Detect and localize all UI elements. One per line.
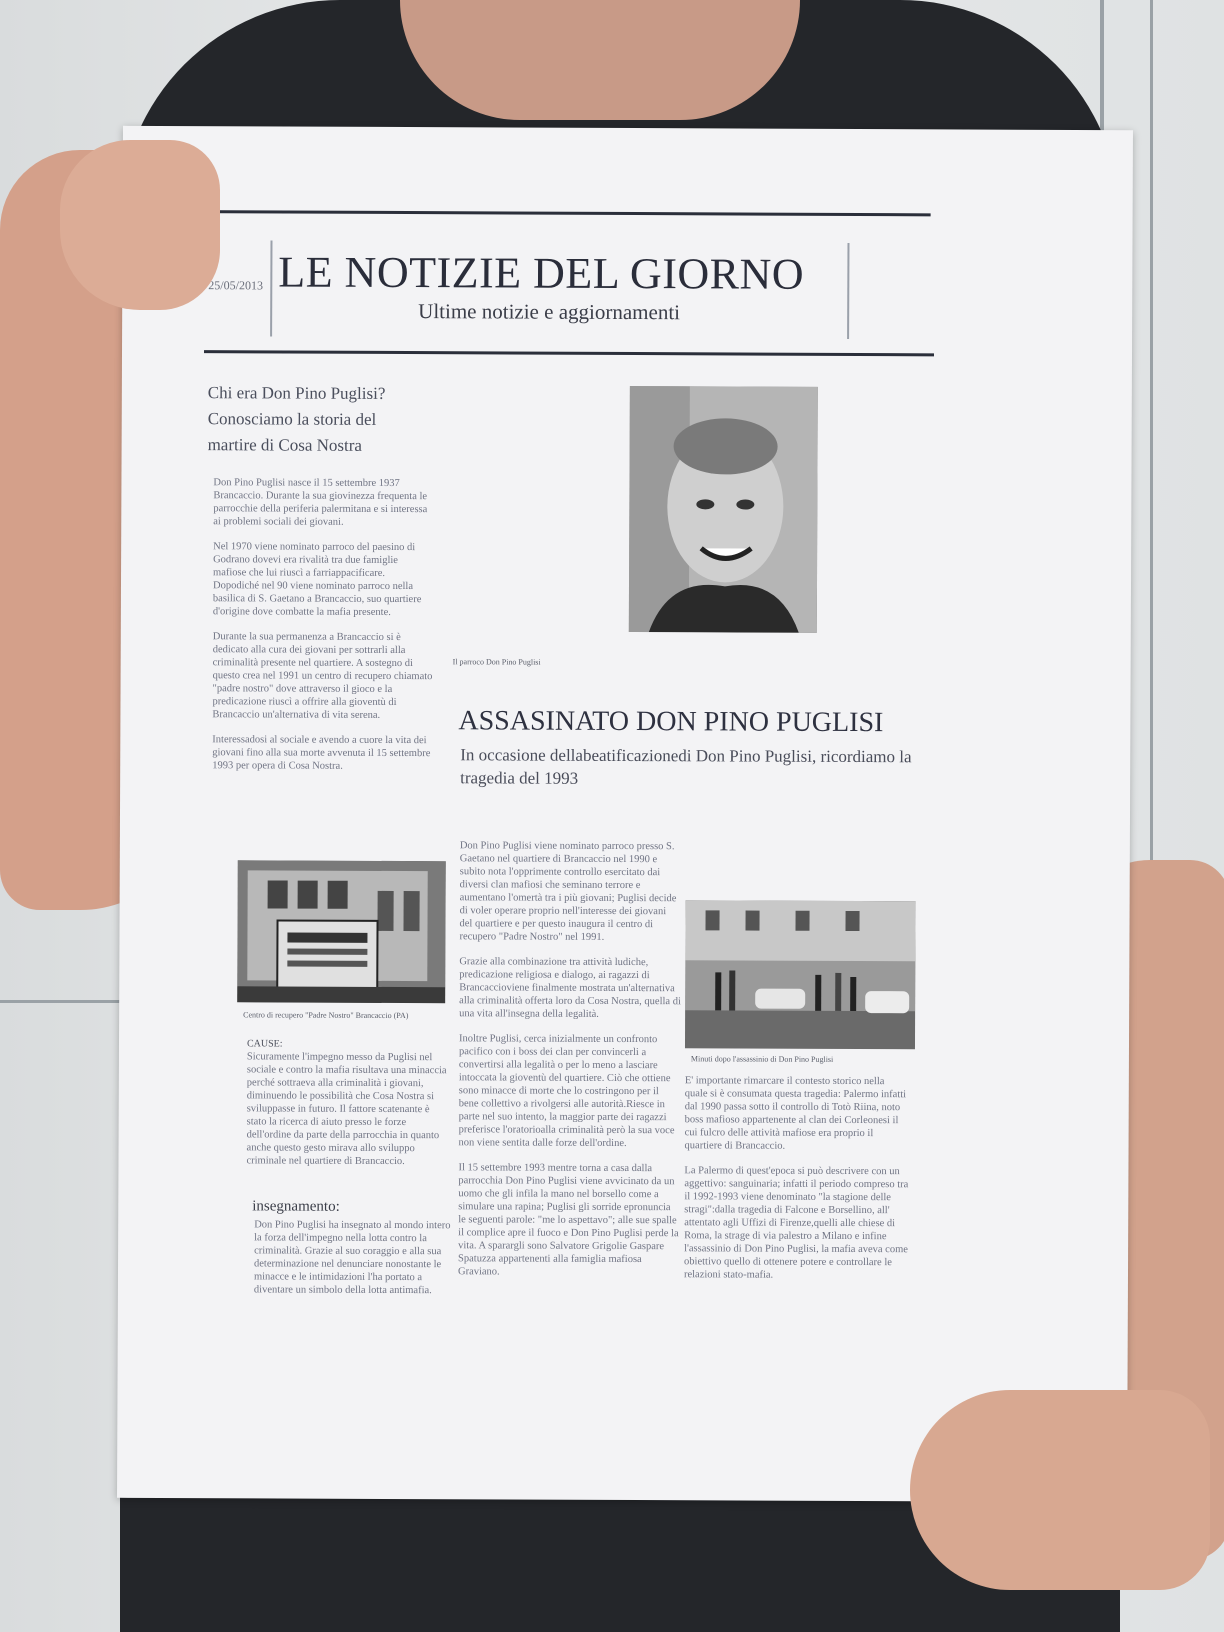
left-paragraph: Don Pino Puglisi nasce il 15 settembre 1937 Brancaccio. Durante la sua giovinezza frequenta le parrocchie della periferia palermitana e si interessa ai problemi sociali dei giovani. <box>213 477 428 528</box>
cause-label: CAUSE: <box>246 1038 283 1050</box>
left-hand <box>60 140 220 310</box>
left-paragraph: Interessadosi al sociale e avendo a cuore la vita dei giovani fino alla sua morte avvenuta il 15 settembre 1993 per opera di Cosa Nostra. <box>212 734 431 772</box>
masthead-right-divider <box>847 243 849 339</box>
building-photo-svg <box>237 860 446 1003</box>
top-rule <box>197 210 931 216</box>
teaching-label: insegnamento: <box>252 1198 340 1215</box>
padre-nostro-caption: Centro di recupero "Padre Nostro" Brancaccio (PA) <box>243 1010 409 1021</box>
padre-nostro-photo <box>237 860 446 1003</box>
left-headline: Chi era Don Pino Puglisi? Conosciamo la storia del martire di Cosa Nostra <box>207 383 386 455</box>
wall-panel-line <box>1150 0 1153 1000</box>
main-paragraph: Grazie alla combinazione tra attività ludiche, predicazione religiosa e dialogo, ai ragazzi di Brancaccioviene finalmente mostrata un'alternativa alla criminalità offerta loro da Cosa Nostra, quella di una vita all'insegna della legalità. <box>459 956 681 1020</box>
crime-scene-caption: Minuti dopo l'assassinio di Don Pino Puglisi <box>690 1054 834 1064</box>
issue-date: 25/05/2013 <box>208 278 264 293</box>
newspaper-page <box>117 126 1133 1502</box>
crime-scene-photo <box>685 900 916 1049</box>
main-paragraph: Inoltre Puglisi, cerca inizialmente un confronto pacifico con i boss dei clan per convincerli a convertirsi alla legalità o per lo meno a lasciare intoccata la gioventù del quartiere. Ciò che ottiene sono minacce di morte che lo costringono per il bene collettivo a rivolgersi alle autorità.Riesce in parte nel suo intento, la maggior parte dei ragazzi preferisce l'oratorioalla criminalità però la sua voce non viene sentita dalle forze dell'ordine. <box>458 1033 675 1150</box>
main-story-body <box>458 839 682 1291</box>
left-paragraph: Durante la sua permanenza a Brancaccio si è dedicato alla cura dei giovani per sottrarli alla criminalità presente nel quartiere. A sostegno di questo crea nel 1991 un centro di recupero chiamato "padre nostro" dove attraverso il gioco e la predicazione riuscì a offrire alla gioventù di Brancaccio un'alternativa di vita serena. <box>212 631 433 721</box>
right-hand <box>910 1390 1210 1590</box>
masthead-title: LE NOTIZIE DEL GIORNO <box>278 247 805 299</box>
left-body <box>212 476 433 785</box>
masthead-left-divider <box>270 240 272 336</box>
portrait-svg <box>629 386 818 633</box>
main-paragraph: Il 15 settembre 1993 mentre torna a casa dalla parrocchia Don Pino Puglisi viene avvicinato da un uomo che gli infila la mano nel borsello come a simulare una rapina; Puglisi gli sorride epronuncia le seguenti parole: "me lo aspettavo"; alle sue spalle il complice apre il fuoco e Don Pino Puglisi perde la vita. A sparargli sono Salvatore Grigolie Gaspare Spatuzza appartenenti alla famiglia mafiosa Graviano. <box>457 1162 679 1278</box>
left-paragraph: Nel 1970 viene nominato parroco del paesino di Godrano dovevi era rivalità tra due famiglie mafiose che lui riuscì a farriappacificare. Dopodiché nel 90 viene nominato parroco nella basilica di S. Gaetano a Brancaccio, suo quartiere d'origine dove combatte la mafia presente. <box>212 541 422 618</box>
portrait-caption: Il parroco Don Pino Puglisi <box>452 657 541 667</box>
portrait-photo <box>629 386 818 633</box>
right-paragraph: La Palermo di quest'epoca si può descrivere con un aggettivo: sanguinaria; infatti il periodo compreso tra il 1992-1993 viene denominato "la stagione delle stragi":dalla tragedia di Falcone e Borsellino, all' attentato agli Uffizi di Firenze,quelli alle chiese di Roma, la strage di via palestro a Milano e infine l'assassinio di Don Pino Puglisi, la mafia aveva come obiettivo quello di ottenere potere e controllare le relazioni stato-mafia. <box>683 1165 909 1281</box>
right-body <box>684 1074 909 1294</box>
cause-text: Sicuramente l'impegno messo da Puglisi nel sociale e contro la mafia risultava una minaccia perché sottraeva alla criminalità i giovani, diminuendo le possibilità che Cosa Nostra si sviluppasse in futuro. Il fattore scatenante è stato la ricerca di aiuto presso le forze dell'ordine da parte della parrocchia in quanto anche questo gesto mirava allo sviluppo criminale nel quartiere di Brancaccio. <box>246 1051 447 1168</box>
masthead-tagline: Ultime notizie e aggiornamenti <box>418 299 681 325</box>
right-paragraph: E' importante rimarcare il contesto storico nella quale si è consumata questa tragedia: Palermo infatti dal 1990 passa sotto il controllo di Totò Riina, noto boss mafioso appartenente al clan dei Corleonesi il cui fulcro delle attività mafiose era proprio il quartiere di Brancaccio. <box>684 1075 907 1152</box>
main-story-subtitle: In occasione dellabeatificazionedi Don Pino Puglisi, ricordiamo la tragedia del 1993 <box>460 745 912 788</box>
teaching-text: Don Pino Puglisi ha insegnato al mondo intero la forza dell'impegno nella lotta contro la criminalità. Grazie al suo coraggio e alla sua determinazione nel denunciare nonostante le minacce e le intimidazioni l'ha portato a diventare un simbolo della lotta antimafia. <box>253 1219 451 1297</box>
crime-scene-svg <box>685 900 916 1049</box>
person-neck <box>400 0 800 120</box>
main-story-title: ASSASINATO DON PINO PUGLISI <box>458 705 884 739</box>
main-paragraph: Don Pino Puglisi viene nominato parroco presso S. Gaetano nel quartiere di Brancaccio nel 1990 e subito nota l'opprimente controllo esercitato dai diversi clan mafiosi che seminano terrore e aumentano l'omertà tra i più giovani; Puglisi decide di voler operare proprio nell'interesse dei giovani del quartiere e per questo inaugura il centro di recupero "Padre Nostro" nel 1991. <box>459 840 677 943</box>
bottom-rule <box>204 350 934 356</box>
